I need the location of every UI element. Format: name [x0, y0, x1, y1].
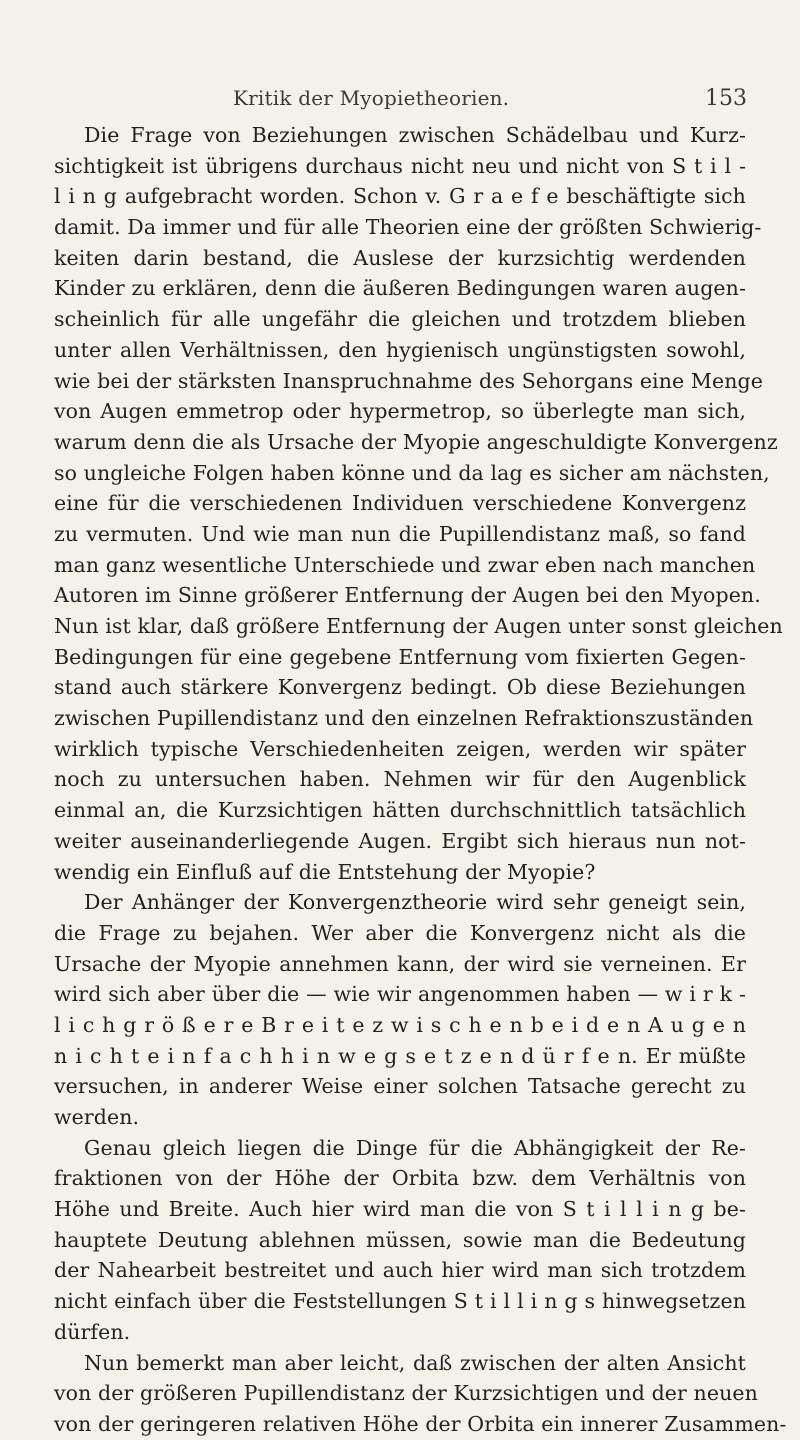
text-line: eine für die verschiedenen Individuen verschiedene Konvergenz [54, 491, 746, 516]
text-line: Autoren im Sinne größerer Entfernung der Augen bei den Myopen. [54, 583, 761, 608]
text-line: Der Anhänger der Konvergenztheorie wird sehr geneigt sein, [84, 890, 746, 915]
text-line: werden. [54, 1105, 140, 1129]
text-line: Ursache der Myopie annehmen kann, der wird sie verneinen. Er [54, 951, 746, 976]
text-line: damit. Da immer und für alle Theorien eine der größten Schwierig- [54, 215, 762, 240]
text-line: wie bei der stärksten Inanspruchnahme des Sehorgans eine Menge [54, 368, 763, 393]
text-line: wendig ein Einfluß auf die Entstehung der Myopie? [54, 859, 596, 884]
text-line: von Augen emmetrop oder hypermetrop, so überlegte man sich, [54, 399, 746, 424]
text-line: zwischen Pupillendistanz und den einzelnen Refraktionszuständen [54, 706, 754, 731]
text-line: unter allen Verhältnissen, den hygienisch ungünstigsten sowohl, [54, 337, 746, 362]
text-line: man ganz wesentliche Unterschiede und zwar eben nach manchen [54, 552, 756, 577]
text-line: zu vermuten. Und wie man nun die Pupillendistanz maß, so fand [54, 521, 746, 546]
text-line: wirklich typische Verschiedenheiten zeigen, werden wir später [54, 736, 746, 761]
text-line: Höhe und Breite. Auch hier wird man die von S t i l l i n g be- [54, 1197, 746, 1222]
page-header [0, 86, 800, 114]
text-line: dürfen. [54, 1319, 131, 1344]
text-line: Genau gleich liegen die Dinge für die Abhängigkeit der Re- [84, 1135, 746, 1160]
text-line: warum denn die als Ursache der Myopie angeschuldigte Konvergenz [54, 429, 778, 454]
page-number: 153 [705, 86, 747, 111]
text-line: wird sich aber über die — wie wir angenommen haben — w i r k - [54, 982, 746, 1007]
text-line: l i c h g r ö ß e r e B r e i t e z w i s c h e n b e i d e n A u g e n [54, 1012, 746, 1037]
text-line: Bedingungen für eine gegebene Entfernung vom fixierten Gegen- [54, 644, 746, 669]
text-line: scheinlich für alle ungefähr die gleichen und trotzdem blieben [54, 307, 746, 332]
text-line: n i c h t e i n f a c h h i n w e g s e t z e n d ü r f e n. Er müßte [54, 1043, 746, 1068]
running-title: Kritik der Myopietheorien. [233, 86, 510, 110]
text-line: Nun bemerkt man aber leicht, daß zwischen der alten Ansicht [84, 1350, 746, 1375]
text-line: der Nahearbeit bestreitet und auch hier wird man sich trotzdem [54, 1258, 746, 1283]
text-line: noch zu untersuchen haben. Nehmen wir für den Augenblick [54, 767, 746, 792]
text-line: versuchen, in anderer Weise einer solchen Tatsache gerecht zu [54, 1074, 746, 1099]
text-line: die Frage zu bejahen. Wer aber die Konvergenz nicht als die [54, 920, 746, 945]
text-line: l i n g aufgebracht worden. Schon v. G r a e f e beschäftigte sich [54, 184, 746, 209]
text-line: von der größeren Pupillendistanz der Kurzsichtigen und der neuen [54, 1381, 758, 1406]
text-line: sichtigkeit ist übrigens durchaus nicht neu und nicht von S t i l - [54, 153, 746, 178]
text-line: von der geringeren relativen Höhe der Orbita ein innerer Zusammen- [54, 1411, 787, 1436]
text-line: Die Frage von Beziehungen zwischen Schädelbau und Kurz- [84, 123, 746, 147]
text-line: Nun ist klar, daß größere Entfernung der Augen unter sonst gleichen [54, 614, 783, 638]
text-line: stand auch stärkere Konvergenz bedingt. Ob diese Beziehungen [54, 675, 746, 700]
text-line: keiten darin bestand, die Auslese der kurzsichtig werdenden [54, 245, 746, 270]
text-line: weiter auseinanderliegende Augen. Ergibt sich hieraus nun not- [54, 828, 746, 853]
body-text [54, 120, 787, 1440]
text-line: hauptete Deutung ablehnen müssen, sowie man die Bedeutung [54, 1227, 746, 1252]
text-line: so ungleiche Folgen haben könne und da lag es sicher am nächsten, [54, 460, 770, 485]
text-line: Kinder zu erklären, denn die äußeren Bedingungen waren augen- [54, 276, 746, 301]
text-line: nicht einfach über die Feststellungen S t i l l i n g s hinwegsetzen [54, 1289, 746, 1314]
text-line: fraktionen von der Höhe der Orbita bzw. dem Verhältnis von [54, 1166, 746, 1191]
text-line: einmal an, die Kurzsichtigen hätten durchschnittlich tatsächlich [54, 798, 746, 823]
